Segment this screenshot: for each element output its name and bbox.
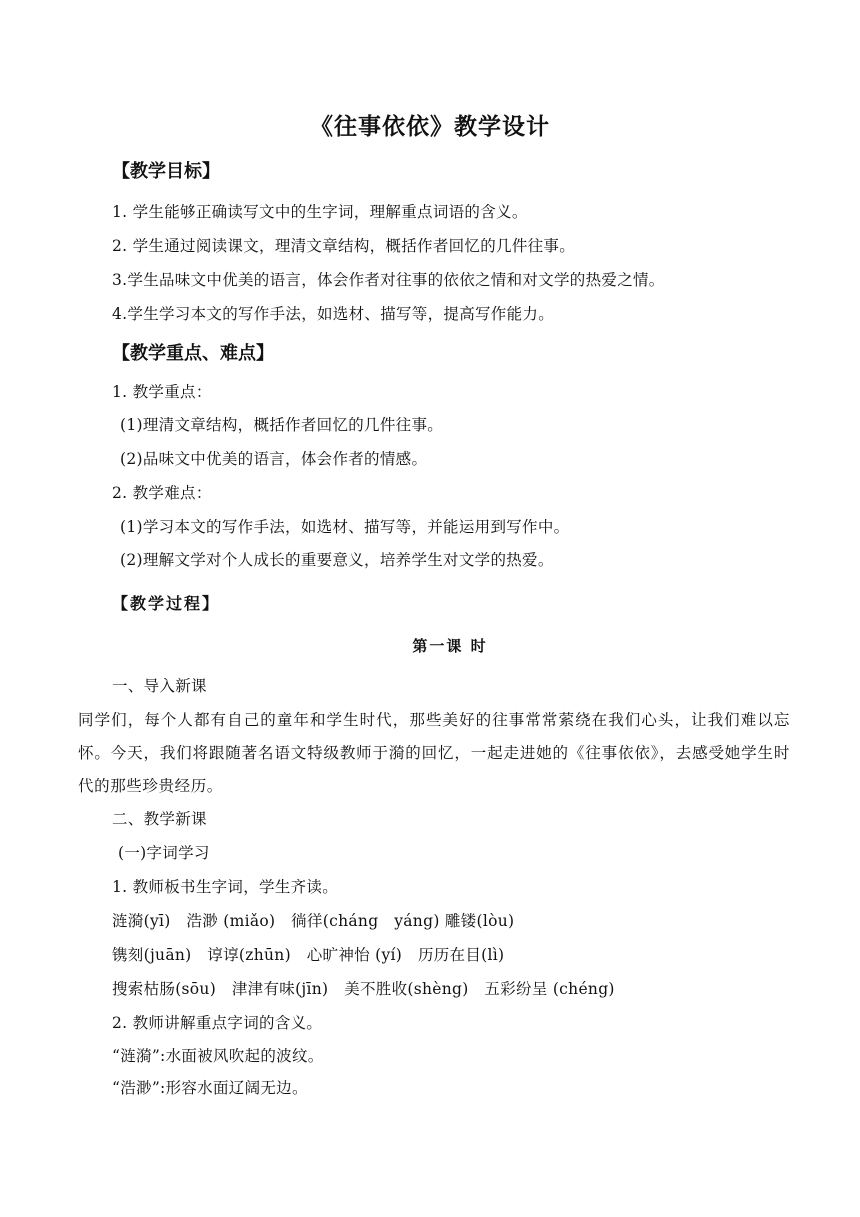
objective-item: 3.学生品味文中优美的语言，体会作者对往事的依依之情和对文学的热爱之情。 bbox=[112, 271, 665, 289]
vocab-row: 搜索枯肠(sōu) 津津有味(jīn) 美不胜收(shèng) 五彩纷呈 (chéng) bbox=[112, 980, 615, 998]
process-heading: 【教学过程】 bbox=[112, 594, 221, 613]
objective-item: 2. 学生通过阅读课文，理清文章结构，概括作者回忆的几件往事。 bbox=[112, 237, 576, 255]
objective-item: 1. 学生能够正确读写文中的生字词，理解重点词语的含义。 bbox=[112, 203, 528, 221]
difficulty-label: 2. 教学难点： bbox=[112, 484, 212, 502]
key-points-heading: 【教学重点、难点】 bbox=[112, 343, 274, 364]
difficulty-item: (1)学习本文的写作手法，如选材、描写等，并能运用到写作中。 bbox=[120, 518, 570, 536]
objective-item: 4.学生学习本文的写作手法，如选材、描写等，提高写作能力。 bbox=[112, 305, 554, 323]
section-intro-heading: 一、导入新课 bbox=[112, 677, 207, 695]
difficulty-item: (2)理解文学对个人成长的重要意义，培养学生对文学的热爱。 bbox=[120, 551, 554, 569]
definition-item: “涟漪”:水面被风吹起的波纹。 bbox=[112, 1047, 324, 1065]
objectives-heading: 【教学目标】 bbox=[112, 161, 220, 182]
document-title: 《往事依依》教学设计 bbox=[310, 114, 550, 140]
focus-label: 1. 教学重点： bbox=[112, 383, 212, 401]
vocab-row: 涟漪(yī) 浩渺 (miǎo) 徜徉(cháng yáng) 雕镂(lòu) bbox=[112, 912, 515, 930]
lesson-label: 第一课 时 bbox=[412, 637, 488, 655]
meaning-step: 2. 教师讲解重点字词的含义。 bbox=[112, 1014, 323, 1032]
focus-item: (1)理清文章结构，概括作者回忆的几件往事。 bbox=[120, 416, 444, 434]
vocab-row: 镌刻(juān) 谆谆(zhūn) 心旷神怡 (yí) 历历在目(lì) bbox=[112, 946, 505, 964]
intro-paragraph: 同学们，每个人都有自己的童年和学生时代，那些美好的往事常常萦绕在我们心头，让我们难以忘怀。今天，我们将跟随著名语文特级教师于漪的回忆，一起走进她的《往事依依》，去感受她学生时代的那些珍贵经历。 bbox=[78, 711, 790, 795]
definition-item: “浩渺”:形容水面辽阔无边。 bbox=[112, 1079, 308, 1097]
subsection-vocab-heading: (一)字词学习 bbox=[118, 844, 210, 862]
vocab-step: 1. 教师板书生字词，学生齐读。 bbox=[112, 878, 339, 896]
section-new-lesson-heading: 二、教学新课 bbox=[112, 810, 207, 828]
focus-item: (2)品味文中优美的语言，体会作者的情感。 bbox=[120, 450, 428, 468]
